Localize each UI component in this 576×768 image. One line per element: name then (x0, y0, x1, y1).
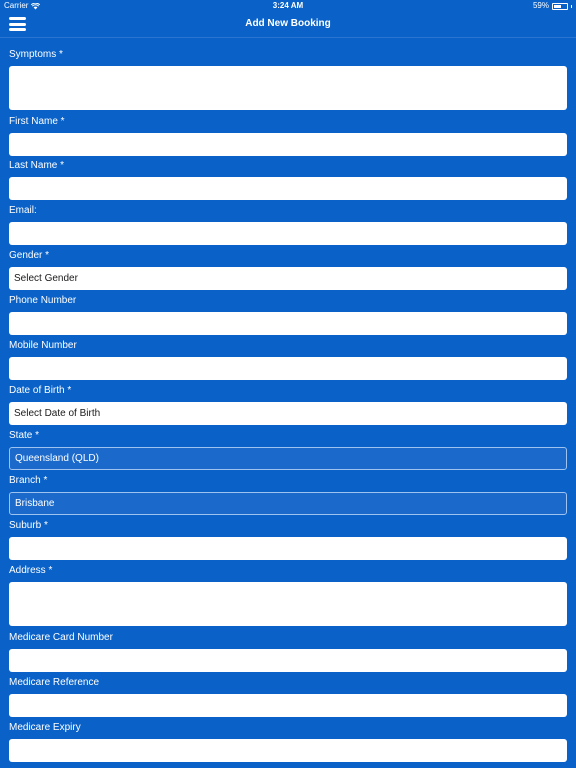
state-field (9, 430, 567, 464)
suburb-field (9, 520, 567, 532)
medicare-reference-label: Medicare Reference (9, 677, 100, 688)
branch-select-value: Brisbane (15, 498, 55, 509)
state-label: State * (9, 430, 40, 441)
dob-picker[interactable] (9, 402, 567, 425)
state-select[interactable] (9, 447, 567, 470)
last-name-label: Last Name * (9, 160, 65, 171)
last-name-input[interactable] (9, 177, 567, 200)
first-name-field (9, 116, 567, 128)
medicare-card-input[interactable] (9, 649, 567, 672)
medicare-reference-input[interactable] (9, 694, 567, 717)
symptoms-input[interactable] (9, 66, 567, 110)
gender-select-value: Select Gender (14, 273, 78, 284)
suburb-input[interactable] (9, 537, 567, 560)
phone-field (9, 295, 567, 307)
battery-tip (571, 5, 572, 8)
navigation-bar (0, 12, 576, 38)
dob-picker-value: Select Date of Birth (14, 408, 101, 419)
phone-label: Phone Number (9, 295, 77, 306)
state-select-value: Queensland (QLD) (15, 453, 99, 464)
gender-select[interactable] (9, 267, 567, 290)
battery-icon (552, 3, 568, 10)
symptoms-label: Symptoms * (9, 49, 63, 60)
status-bar (0, 0, 576, 12)
mobile-field (9, 340, 567, 352)
status-time: 3:24 AM (272, 1, 304, 10)
address-label: Address * (9, 565, 53, 576)
symptoms-field (9, 49, 567, 61)
medicare-expiry-input[interactable] (9, 739, 567, 762)
dob-label: Date of Birth * (9, 385, 72, 396)
first-name-input[interactable] (9, 133, 567, 156)
medicare-card-label: Medicare Card Number (9, 632, 113, 643)
mobile-input[interactable] (9, 357, 567, 380)
first-name-label: First Name * (9, 116, 65, 127)
address-input[interactable] (9, 582, 567, 626)
address-field (9, 565, 567, 577)
page-title: Add New Booking (245, 18, 331, 29)
gender-label: Gender * (9, 250, 50, 261)
email-field (9, 205, 567, 217)
phone-input[interactable] (9, 312, 567, 335)
email-input[interactable] (9, 222, 567, 245)
email-label: Email: (9, 205, 37, 216)
battery-fill (554, 5, 561, 8)
medicare-expiry-label: Medicare Expiry (9, 722, 81, 733)
branch-select[interactable] (9, 492, 567, 515)
medicare-expiry-field (9, 722, 567, 734)
battery-indicator (533, 0, 572, 12)
suburb-label: Suburb * (9, 520, 48, 531)
medicare-card-field (9, 632, 567, 644)
carrier-label: Carrier (4, 1, 29, 10)
dob-field (9, 385, 567, 419)
branch-label: Branch * (9, 475, 48, 486)
mobile-label: Mobile Number (9, 340, 77, 351)
battery-percent: 59% (532, 1, 549, 10)
medicare-reference-field (9, 677, 567, 689)
last-name-field (9, 160, 567, 172)
gender-field (9, 250, 567, 284)
branch-field (9, 475, 567, 509)
